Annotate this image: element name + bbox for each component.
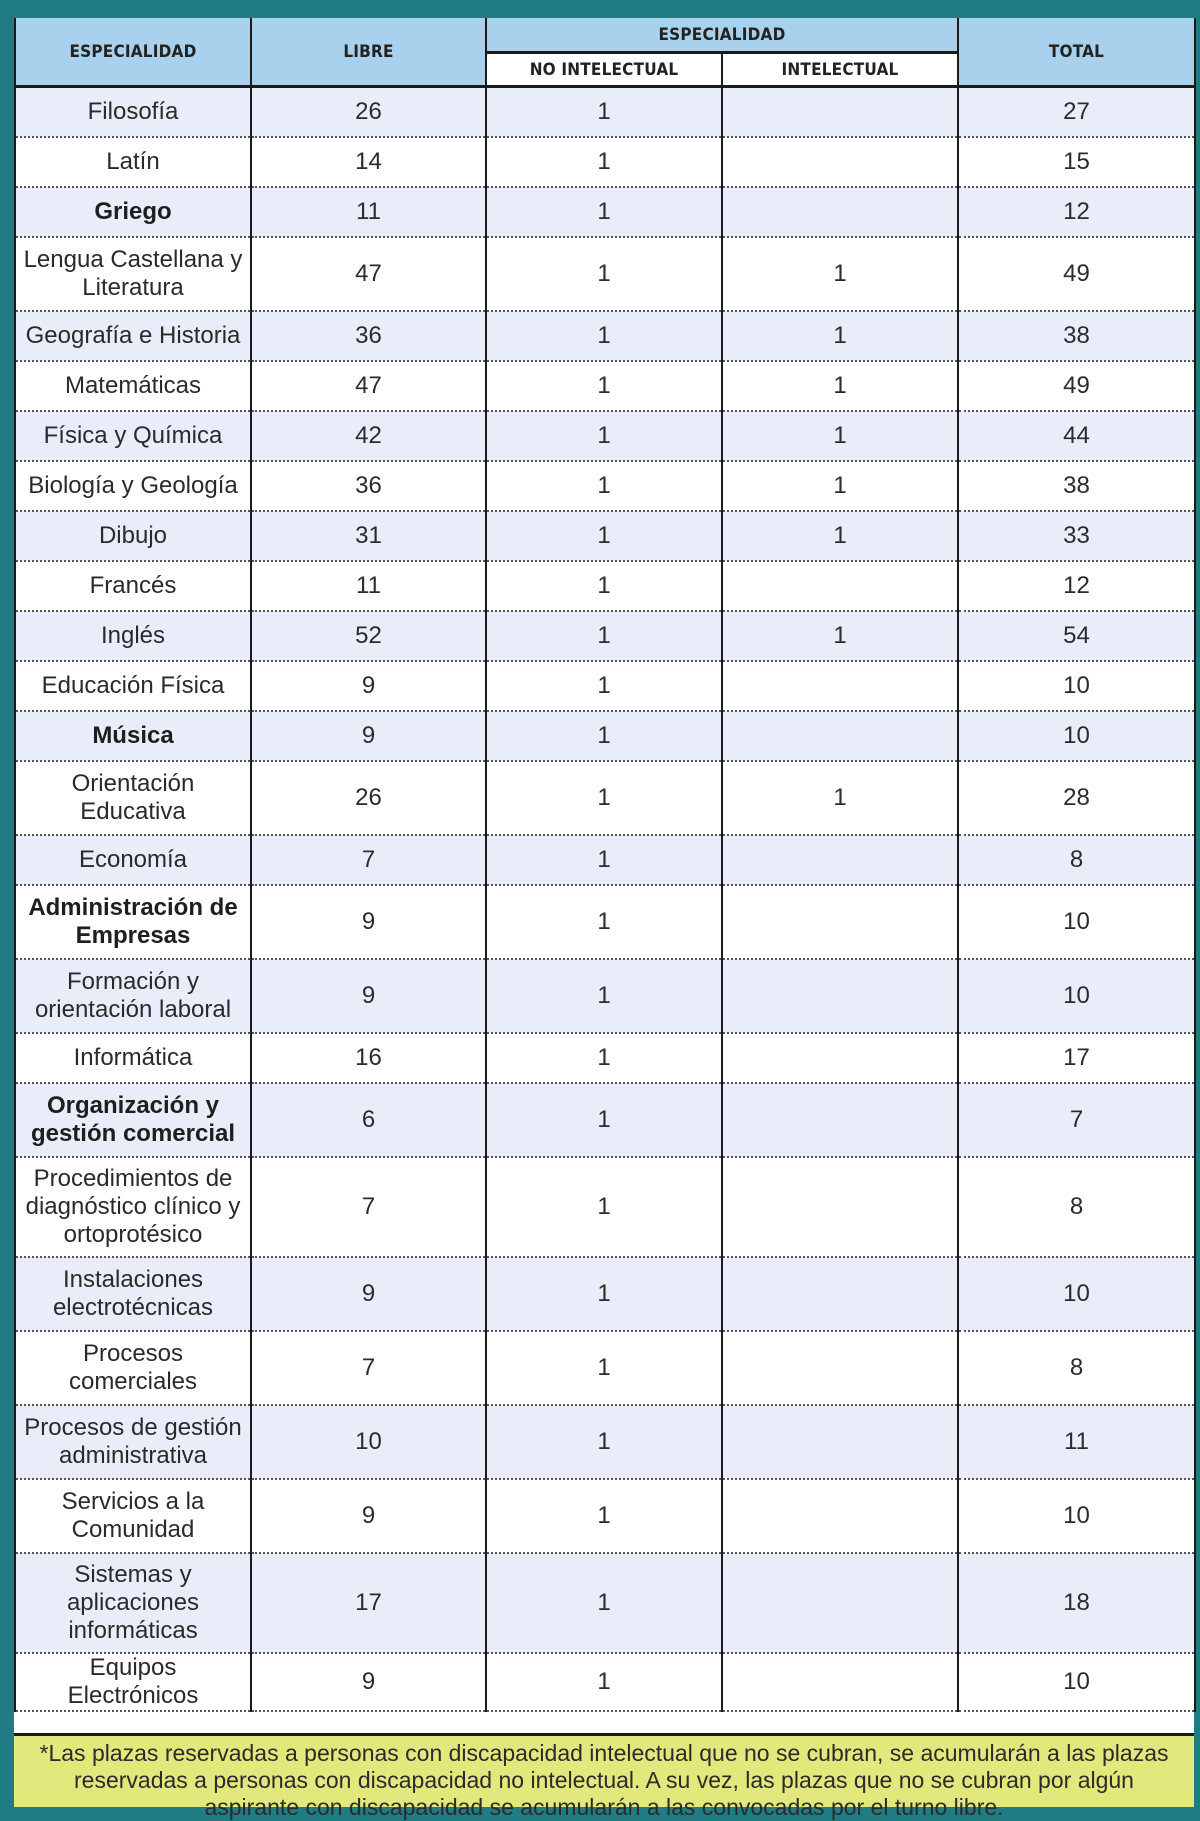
table-row <box>15 1033 1195 1083</box>
cell-libre: 9 <box>251 711 486 761</box>
cell-no-intelectual: 1 <box>486 561 722 611</box>
cell-no-intelectual: 1 <box>486 885 722 959</box>
table-row <box>15 1083 1195 1157</box>
cell-no-intelectual: 1 <box>486 1331 722 1405</box>
cell-libre: 26 <box>251 761 486 835</box>
cell-intelectual <box>722 87 958 137</box>
cell-no-intelectual: 1 <box>486 361 722 411</box>
cell-no-intelectual: 1 <box>486 511 722 561</box>
cell-especialidad: Música <box>15 711 251 761</box>
cell-intelectual <box>722 561 958 611</box>
cell-libre: 11 <box>251 187 486 237</box>
cell-no-intelectual: 1 <box>486 611 722 661</box>
cell-libre: 9 <box>251 1479 486 1553</box>
cell-total: 17 <box>958 1033 1195 1083</box>
cell-especialidad: Geografía e Historia <box>15 311 251 361</box>
cell-intelectual: 1 <box>722 461 958 511</box>
cell-intelectual <box>722 1653 958 1711</box>
table-row <box>15 711 1195 761</box>
header-total: TOTAL <box>958 18 1195 87</box>
cell-libre: 10 <box>251 1405 486 1479</box>
cell-especialidad: Procesos comerciales <box>15 1331 251 1405</box>
cell-especialidad: Procesos de gestión administrativa <box>15 1405 251 1479</box>
cell-libre: 7 <box>251 1331 486 1405</box>
cell-no-intelectual: 1 <box>486 1083 722 1157</box>
table-row <box>15 885 1195 959</box>
cell-libre: 9 <box>251 1653 486 1711</box>
cell-total: 10 <box>958 711 1195 761</box>
header-no-intelectual: NO INTELECTUAL <box>486 53 722 87</box>
cell-libre: 9 <box>251 885 486 959</box>
cell-especialidad: Servicios a la Comunidad <box>15 1479 251 1553</box>
cell-intelectual: 1 <box>722 611 958 661</box>
table-row <box>15 187 1195 237</box>
cell-total: 15 <box>958 137 1195 187</box>
table-row <box>15 1157 1195 1257</box>
cell-intelectual <box>722 1331 958 1405</box>
cell-intelectual <box>722 711 958 761</box>
cell-especialidad: Griego <box>15 187 251 237</box>
cell-especialidad: Inglés <box>15 611 251 661</box>
table-row <box>15 137 1195 187</box>
table-body <box>15 87 1195 1711</box>
cell-intelectual: 1 <box>722 311 958 361</box>
cell-libre: 11 <box>251 561 486 611</box>
cell-libre: 36 <box>251 311 486 361</box>
cell-libre: 47 <box>251 237 486 311</box>
cell-especialidad: Instalaciones electrotécnicas <box>15 1257 251 1331</box>
table-row <box>15 361 1195 411</box>
cell-total: 10 <box>958 1653 1195 1711</box>
cell-intelectual <box>722 1553 958 1653</box>
cell-especialidad: Equipos Electrónicos <box>15 1653 251 1711</box>
cell-intelectual: 1 <box>722 361 958 411</box>
cell-intelectual <box>722 1257 958 1331</box>
cell-no-intelectual: 1 <box>486 187 722 237</box>
cell-total: 12 <box>958 561 1195 611</box>
cell-no-intelectual: 1 <box>486 835 722 885</box>
cell-intelectual <box>722 1033 958 1083</box>
cell-no-intelectual: 1 <box>486 411 722 461</box>
cell-total: 12 <box>958 187 1195 237</box>
cell-no-intelectual: 1 <box>486 1405 722 1479</box>
cell-no-intelectual: 1 <box>486 87 722 137</box>
cell-total: 7 <box>958 1083 1195 1157</box>
cell-intelectual <box>722 885 958 959</box>
cell-libre: 31 <box>251 511 486 561</box>
cell-no-intelectual: 1 <box>486 711 722 761</box>
cell-no-intelectual: 1 <box>486 237 722 311</box>
cell-intelectual: 1 <box>722 761 958 835</box>
cell-total: 38 <box>958 311 1195 361</box>
cell-total: 49 <box>958 361 1195 411</box>
cell-total: 8 <box>958 1331 1195 1405</box>
cell-total: 11 <box>958 1405 1195 1479</box>
cell-total: 44 <box>958 411 1195 461</box>
table-row <box>15 1553 1195 1653</box>
cell-total: 38 <box>958 461 1195 511</box>
cell-especialidad: Educación Física <box>15 661 251 711</box>
header-especialidad: ESPECIALIDAD <box>15 18 251 87</box>
header-especialidad-group: ESPECIALIDAD <box>486 18 958 53</box>
table-row <box>15 311 1195 361</box>
header-libre: LIBRE <box>251 18 486 87</box>
cell-especialidad: Matemáticas <box>15 361 251 411</box>
cell-libre: 17 <box>251 1553 486 1653</box>
cell-total: 8 <box>958 1157 1195 1257</box>
table-row <box>15 835 1195 885</box>
cell-especialidad: Administración de Empresas <box>15 885 251 959</box>
cell-no-intelectual: 1 <box>486 137 722 187</box>
cell-especialidad: Francés <box>15 561 251 611</box>
cell-libre: 6 <box>251 1083 486 1157</box>
cell-no-intelectual: 1 <box>486 311 722 361</box>
cell-libre: 52 <box>251 611 486 661</box>
table-row <box>15 761 1195 835</box>
cell-libre: 26 <box>251 87 486 137</box>
cell-total: 27 <box>958 87 1195 137</box>
cell-total: 8 <box>958 835 1195 885</box>
footnote: *Las plazas reservadas a personas con discapacidad intelectual que no se cubran, se acumularán a las plazas reservadas a personas con discapacidad no intelectual. A su vez, las plazas que no se cubran por algún aspirante con discapacidad se acumularán a las convocadas por el turno libre. <box>14 1733 1194 1807</box>
cell-libre: 14 <box>251 137 486 187</box>
plazas-table <box>14 18 1196 1712</box>
cell-no-intelectual: 1 <box>486 1553 722 1653</box>
cell-no-intelectual: 1 <box>486 1653 722 1711</box>
table-row <box>15 611 1195 661</box>
cell-intelectual <box>722 1405 958 1479</box>
cell-intelectual <box>722 1479 958 1553</box>
cell-libre: 47 <box>251 361 486 411</box>
cell-libre: 9 <box>251 959 486 1033</box>
table-row <box>15 561 1195 611</box>
cell-especialidad: Sistemas y aplicaciones informáticas <box>15 1553 251 1653</box>
cell-libre: 16 <box>251 1033 486 1083</box>
cell-total: 10 <box>958 885 1195 959</box>
cell-especialidad: Organización y gestión comercial <box>15 1083 251 1157</box>
table-row <box>15 1653 1195 1711</box>
table-row <box>15 1405 1195 1479</box>
cell-total: 49 <box>958 237 1195 311</box>
cell-total: 10 <box>958 1257 1195 1331</box>
cell-intelectual: 1 <box>722 511 958 561</box>
cell-total: 10 <box>958 661 1195 711</box>
cell-total: 10 <box>958 1479 1195 1553</box>
cell-no-intelectual: 1 <box>486 461 722 511</box>
cell-intelectual <box>722 835 958 885</box>
table-row <box>15 87 1195 137</box>
table-row <box>15 1331 1195 1405</box>
cell-libre: 42 <box>251 411 486 461</box>
cell-especialidad: Economía <box>15 835 251 885</box>
cell-no-intelectual: 1 <box>486 959 722 1033</box>
table-row <box>15 1479 1195 1553</box>
header-intelectual: INTELECTUAL <box>722 53 958 87</box>
plazas-table-frame <box>14 18 1194 1820</box>
cell-especialidad: Orientación Educativa <box>15 761 251 835</box>
table-row <box>15 237 1195 311</box>
cell-especialidad: Formación y orientación laboral <box>15 959 251 1033</box>
cell-total: 33 <box>958 511 1195 561</box>
cell-no-intelectual: 1 <box>486 1479 722 1553</box>
cell-intelectual <box>722 959 958 1033</box>
cell-especialidad: Procedimientos de diagnóstico clínico y ortoprotésico <box>15 1157 251 1257</box>
table-row <box>15 959 1195 1033</box>
cell-especialidad: Filosofía <box>15 87 251 137</box>
cell-intelectual <box>722 137 958 187</box>
cell-libre: 36 <box>251 461 486 511</box>
cell-no-intelectual: 1 <box>486 1157 722 1257</box>
cell-libre: 7 <box>251 835 486 885</box>
cell-total: 18 <box>958 1553 1195 1653</box>
cell-especialidad: Dibujo <box>15 511 251 561</box>
cell-especialidad: Física y Química <box>15 411 251 461</box>
cell-especialidad: Lengua Castellana y Literatura <box>15 237 251 311</box>
cell-especialidad: Informática <box>15 1033 251 1083</box>
cell-especialidad: Biología y Geología <box>15 461 251 511</box>
cell-intelectual: 1 <box>722 237 958 311</box>
table-row <box>15 511 1195 561</box>
cell-no-intelectual: 1 <box>486 761 722 835</box>
table-row <box>15 411 1195 461</box>
cell-total: 10 <box>958 959 1195 1033</box>
cell-total: 28 <box>958 761 1195 835</box>
cell-intelectual <box>722 1083 958 1157</box>
cell-no-intelectual: 1 <box>486 1257 722 1331</box>
table-row <box>15 661 1195 711</box>
table-row <box>15 461 1195 511</box>
cell-libre: 7 <box>251 1157 486 1257</box>
cell-intelectual: 1 <box>722 411 958 461</box>
cell-libre: 9 <box>251 661 486 711</box>
cell-total: 54 <box>958 611 1195 661</box>
cell-no-intelectual: 1 <box>486 1033 722 1083</box>
cell-libre: 9 <box>251 1257 486 1331</box>
cell-intelectual <box>722 1157 958 1257</box>
table-row <box>15 1257 1195 1331</box>
cell-intelectual <box>722 661 958 711</box>
cell-especialidad: Latín <box>15 137 251 187</box>
cell-intelectual <box>722 187 958 237</box>
cell-no-intelectual: 1 <box>486 661 722 711</box>
